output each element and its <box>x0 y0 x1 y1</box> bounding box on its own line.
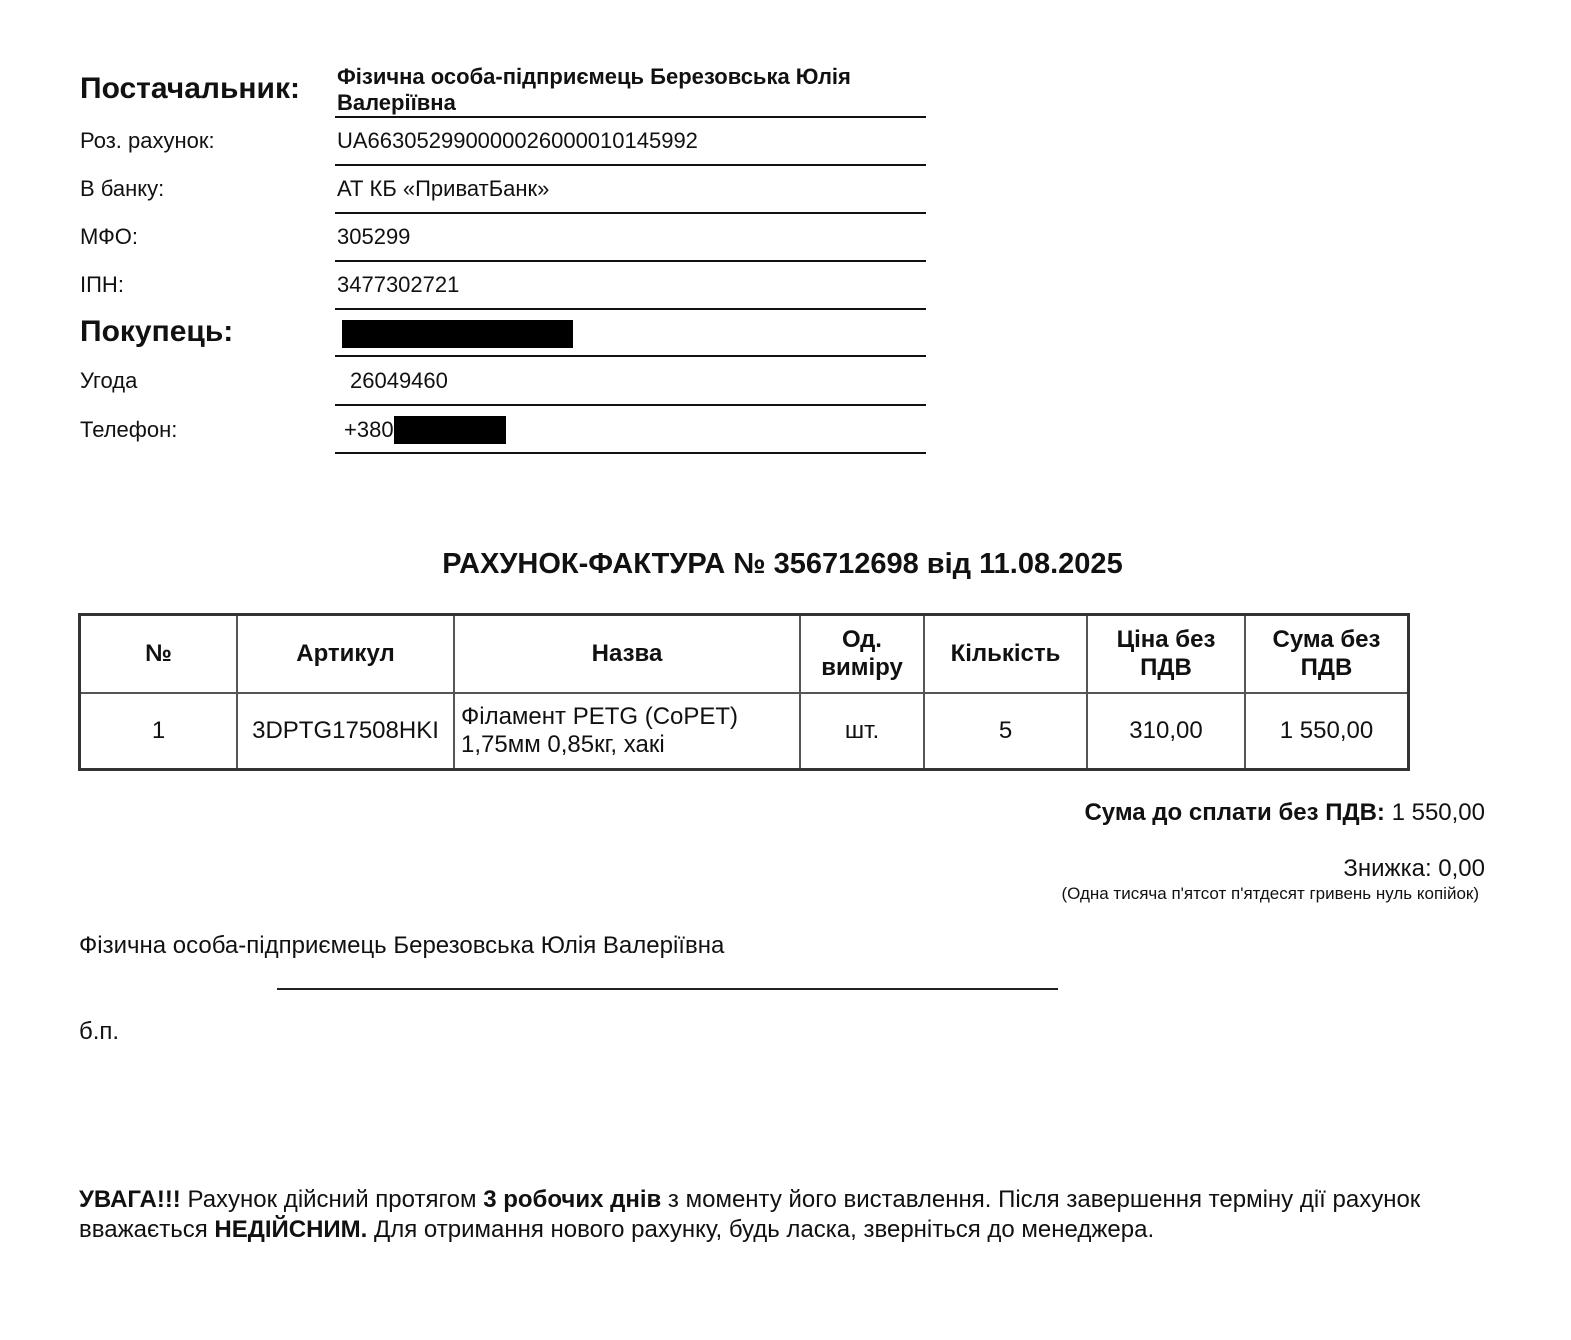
mfo-value: 305299 <box>337 224 411 249</box>
redaction-block <box>342 320 573 348</box>
phone-label: Телефон: <box>80 417 178 442</box>
row-name-line2: 1,75мм 0,85кг, хакі <box>461 731 665 758</box>
ipn-label: ІПН: <box>80 272 124 297</box>
divider <box>335 212 926 214</box>
row-qty: 5 <box>924 693 1087 770</box>
divider <box>335 164 926 166</box>
row-unit: шт. <box>800 693 924 770</box>
total-label: Сума до сплати без ПДВ: <box>1084 799 1385 826</box>
header-sum-line1: Сума без <box>1272 626 1381 653</box>
warning-invalid: НЕДІЙСНИМ. <box>214 1216 368 1243</box>
header-sum-line2: ПДВ <box>1300 654 1353 681</box>
items-table <box>78 613 1410 771</box>
supplier-name: Фізична особа-підприємець Березовська Юлія Валеріївна <box>337 64 851 115</box>
ipn-value: 3477302721 <box>337 272 460 297</box>
bank-label: В банку: <box>80 176 165 201</box>
header-qty: Кількість <box>924 615 1087 694</box>
stamp-note: б.п. <box>79 1018 120 1045</box>
header-unit <box>800 615 924 694</box>
divider <box>335 308 926 310</box>
invoice-title: РАХУНОК-ФАКТУРА № 356712698 від 11.08.2025 <box>442 548 1123 580</box>
table-row <box>80 693 1409 770</box>
signature-line <box>277 988 1058 990</box>
header-sku: Артикул <box>237 615 454 694</box>
row-num: 1 <box>80 693 238 770</box>
account-label: Роз. рахунок: <box>80 128 215 153</box>
supplier-heading: Постачальник: <box>80 72 300 105</box>
header-unit-line1: Од. <box>842 626 882 653</box>
deal-value: 26049460 <box>350 368 448 393</box>
bank-value: АТ КБ «ПриватБанк» <box>337 176 550 201</box>
warning-text-3: Для отримання нового рахунку, будь ласка, зверніться до менеджера. <box>367 1216 1155 1243</box>
seller-signature-name: Фізична особа-підприємець Березовська Юлія Валеріївна <box>79 932 725 959</box>
discount-line: Знижка: 0,00 <box>1343 855 1485 882</box>
warning-days: 3 робочих днів <box>483 1186 662 1213</box>
divider <box>335 260 926 262</box>
divider <box>335 404 926 406</box>
header-name: Назва <box>454 615 800 694</box>
deal-label: Угода <box>80 368 138 393</box>
warning-text-2: з моменту його виставлення. Після завершення терміну дії рахунок вважається <box>79 1186 1421 1243</box>
warning-text-1: Рахунок дійсний протягом <box>180 1186 484 1213</box>
row-sum: 1 550,00 <box>1245 693 1409 770</box>
phone-prefix: +380 <box>344 417 394 442</box>
account-value: UA663052990000026000010145992 <box>337 128 698 153</box>
total-value: 1 550,00 <box>1391 799 1485 826</box>
header-num: № <box>80 615 238 694</box>
divider <box>335 452 926 454</box>
divider <box>335 355 926 357</box>
row-price: 310,00 <box>1087 693 1245 770</box>
total-in-words: (Одна тисяча п'ятсот п'ятдесят гривень нуль копійок) <box>1061 884 1479 903</box>
header-price-line1: Ціна без <box>1116 626 1216 653</box>
row-name-line1: Філамент PETG (CoPET) <box>461 703 739 730</box>
row-name <box>454 693 800 770</box>
header-price-line2: ПДВ <box>1140 654 1192 681</box>
warning-lead: УВАГА!!! <box>79 1186 181 1213</box>
redaction-block <box>394 416 506 444</box>
header-price <box>1087 615 1245 694</box>
header-sum <box>1245 615 1409 694</box>
mfo-label: МФО: <box>80 224 139 249</box>
warning-notice <box>79 1185 1489 1245</box>
total-line <box>1084 799 1485 827</box>
row-sku: 3DPTG17508HKI <box>237 693 454 770</box>
table-header-row <box>80 615 1409 694</box>
header-unit-line2: виміру <box>821 654 903 681</box>
divider <box>335 116 926 118</box>
buyer-heading: Покупець: <box>80 315 234 348</box>
